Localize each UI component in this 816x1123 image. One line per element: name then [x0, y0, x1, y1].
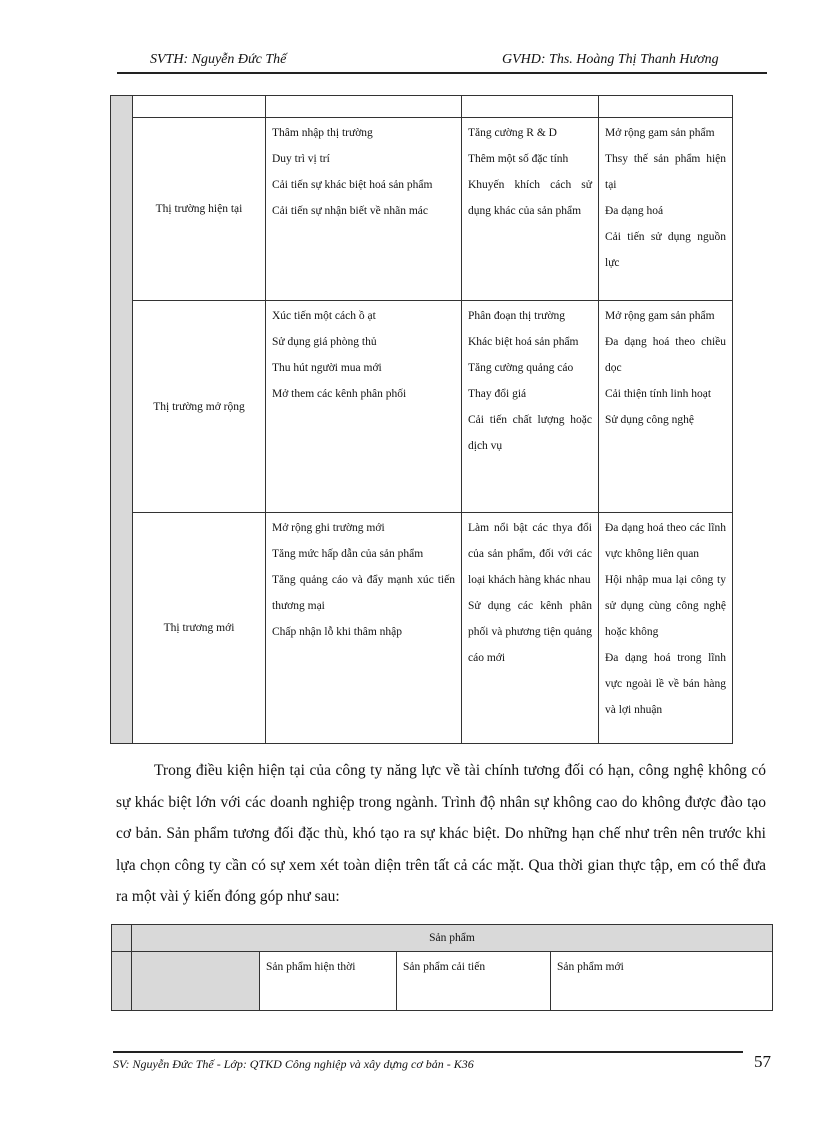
table-header-row	[112, 925, 773, 952]
table-header-row	[111, 96, 733, 118]
table-row	[111, 301, 733, 513]
col-header: Sản phẩm hiện thời	[260, 952, 397, 1011]
blank-header-cell	[132, 952, 260, 1011]
product-title-cell: Sản phẩm	[132, 925, 773, 952]
cell-col3: Mở rộng gam sản phẩm Đa dạng hoá theo chiều dọc Cải thiện tính linh hoạt Sử dụng công nghệ	[599, 301, 733, 513]
shaded-margin-column	[111, 96, 133, 744]
cell-col2: Làm nổi bật các thya đổi của sản phẩm, đối với các loại khách hàng khác nhau Sử dụng các kênh phân phối và phương tiện quảng cáo mới	[462, 513, 599, 744]
table-header-row	[112, 952, 773, 1011]
header-student: SVTH: Nguyễn Đức Thế	[150, 52, 287, 67]
header-cell	[133, 96, 266, 118]
header-cell	[462, 96, 599, 118]
shaded-margin-cell	[112, 925, 132, 952]
cell-col3: Mở rộng gam sản phẩm Thsy thế sản phẩm hiện tại Đa dạng hoá Cải tiến sử dụng nguồn lực	[599, 118, 733, 301]
table-row	[111, 513, 733, 744]
header-cell	[266, 96, 462, 118]
shaded-margin-cell	[112, 952, 132, 1011]
row-label: Thị trường hiện tại	[133, 118, 266, 301]
row-label: Thị trường mở rộng	[133, 301, 266, 513]
cell-col3: Đa dạng hoá theo các lĩnh vực không liên quan Hội nhập mua lại công ty sử dụng cùng công nghệ hoặc không Đa dạng hoá trong lĩnh vực ngoài lề về bán hàng và lợi nhuận	[599, 513, 733, 744]
strategy-table	[110, 95, 733, 744]
page-number: 57	[754, 1052, 771, 1071]
header-rule	[117, 72, 767, 74]
cell-col1: Thâm nhập thị trường Duy trì vị trí Cải tiến sự khác biệt hoá sản phẩm Cải tiến sự nhận biết về nhãn mác	[266, 118, 462, 301]
footer-rule	[113, 1051, 743, 1053]
cell-col1: Mở rộng ghi trường mới Tăng mức hấp dẫn của sản phẩm Tăng quảng cáo và đẩy mạnh xúc tiến thương mại Chấp nhận lỗ khi thâm nhập	[266, 513, 462, 744]
product-table	[111, 924, 773, 1011]
footer-text: SV: Nguyễn Đức Thế - Lớp: QTKD Công nghiệp và xây dựng cơ bản - K36	[113, 1057, 474, 1071]
cell-col2: Phân đoạn thị trường Khác biệt hoá sản phẩm Tăng cường quảng cáo Thay đổi giá Cải tiến chất lượng hoặc dịch vụ	[462, 301, 599, 513]
table-row	[111, 118, 733, 301]
col-header: Sản phẩm mới	[551, 952, 773, 1011]
col-header: Sản phẩm cải tiến	[397, 952, 551, 1011]
cell-col2: Tăng cường R & D Thêm một số đặc tính Khuyến khích cách sử dụng khác của sản phẩm	[462, 118, 599, 301]
header-cell	[599, 96, 733, 118]
header-advisor: GVHD: Ths. Hoàng Thị Thanh Hương	[502, 52, 719, 67]
row-label: Thị trương mới	[133, 513, 266, 744]
body-paragraph: Trong điều kiện hiện tại của công ty năng lực về tài chính tương đối có hạn, công nghệ không có sự khác biệt lớn với các doanh nghiệp trong ngành. Trình độ nhân sự không cao do không được đào tạo cơ bản. Sản phẩm tương đối đặc thù, khó tạo ra sự khác biệt. Do những hạn chế như trên nên trước khi lựa chọn công ty cần có sự xem xét toàn diện trên tất cả các mặt. Qua thời gian thực tập, em có thể đưa ra một vài ý kiến đóng góp như sau:	[116, 762, 766, 905]
cell-col1: Xúc tiến một cách ồ ạt Sử dụng giá phòng thủ Thu hút người mua mới Mở them các kênh phân phối	[266, 301, 462, 513]
